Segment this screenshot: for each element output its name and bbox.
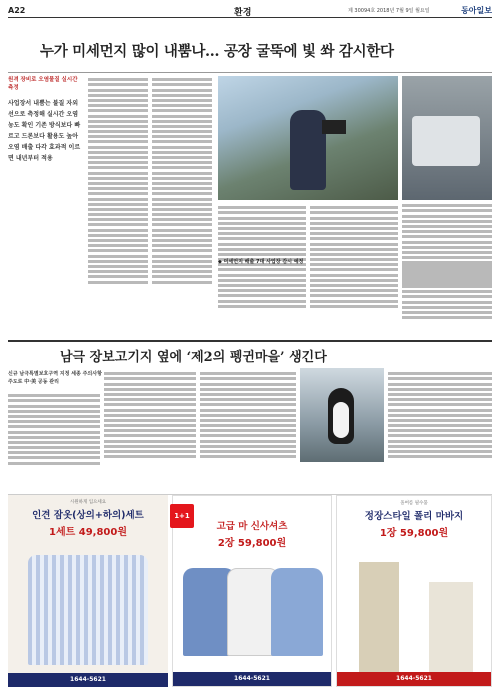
newspaper-logo: 동아일보 (461, 6, 492, 15)
trousers-image-beige (359, 562, 399, 672)
ad1-price: 1세트 49,800원 (48, 527, 127, 538)
penguin-photo (300, 368, 384, 462)
article2-column-2 (104, 370, 196, 488)
ad1-tagline: 시원하게 입으세요 (69, 500, 107, 505)
pajama-image (28, 555, 148, 665)
article2-column-4 (388, 370, 492, 488)
photo-person (290, 110, 326, 190)
ad2-badge: 1+1 (170, 504, 194, 528)
trousers-image-light (429, 582, 473, 672)
article1-column-3 (218, 204, 306, 338)
penguin-belly (333, 402, 349, 438)
ad-trousers[interactable] (336, 495, 492, 687)
ad3-tagline: 올여름 필수품 (400, 501, 428, 506)
section-divider (8, 340, 492, 342)
article1-headline: 누가 미세먼지 많이 내뿜나… 공장 굴뚝에 빛 쏴 감시한다 (40, 43, 394, 60)
ad2-price: 2장 59,800원 (217, 538, 287, 549)
article2-column-3 (200, 370, 296, 488)
ad1-phone: 1644-5621 (8, 673, 168, 687)
article1-photo-side (402, 76, 492, 200)
shirt-image-lightblue (271, 568, 323, 656)
section-name: 환경 (234, 8, 252, 18)
issue-date: 제 30094호 2018년 7월 9일 월요일 (348, 8, 430, 14)
ad2-phone: 1644-5621 (173, 672, 331, 686)
ad-shirts[interactable] (172, 495, 332, 687)
ad3-price: 1장 59,800원 (379, 528, 449, 539)
advertisement-area (8, 494, 492, 686)
photo-camera (322, 120, 346, 134)
page-header (8, 4, 492, 18)
ad1-title: 인견 잠옷(상의+하의)세트 (32, 510, 144, 521)
photo-vehicle (412, 116, 480, 166)
article1-column-5 (402, 262, 492, 338)
article2-headline: 남극 장보고기지 옆에 ‘제2의 펭귄마을’ 생긴다 (60, 350, 327, 365)
ad-pajamas[interactable] (8, 495, 168, 687)
article1-column-4 (310, 204, 398, 338)
article2-lede: 신규 남극특별보호구역 지정 세종 주의사항 주도로 中·美 공동 관리 (8, 371, 102, 385)
article1-deck: 사업장서 내뿜는 불질 자외선으로 측정해 실시간 오염 농도 확인 기존 방식보다 빠르고 드론보다 활용도 높아 오염 배출 다각 효과적 이르면 내년부터 적용 (8, 100, 81, 162)
article2-subhead: ◆ 미세먼지 배출 7대 사업장 감시 예정 (218, 259, 304, 265)
article1-tag: 원격 장비로 오염물질 실시간 측정 (8, 77, 78, 91)
article1-column-2 (152, 76, 212, 336)
article1-column-1 (88, 76, 148, 336)
article1-photo-main (218, 76, 398, 200)
ad3-title: 정장스타일 폴리 마바지 (364, 511, 464, 522)
page-number: A22 (8, 6, 26, 15)
divider (8, 72, 492, 73)
ad3-phone: 1644-5621 (337, 672, 491, 686)
article1-sidebar (8, 76, 82, 256)
ad2-title: 고급 마 신사셔츠 (216, 521, 288, 532)
article2-column-1 (8, 392, 100, 488)
